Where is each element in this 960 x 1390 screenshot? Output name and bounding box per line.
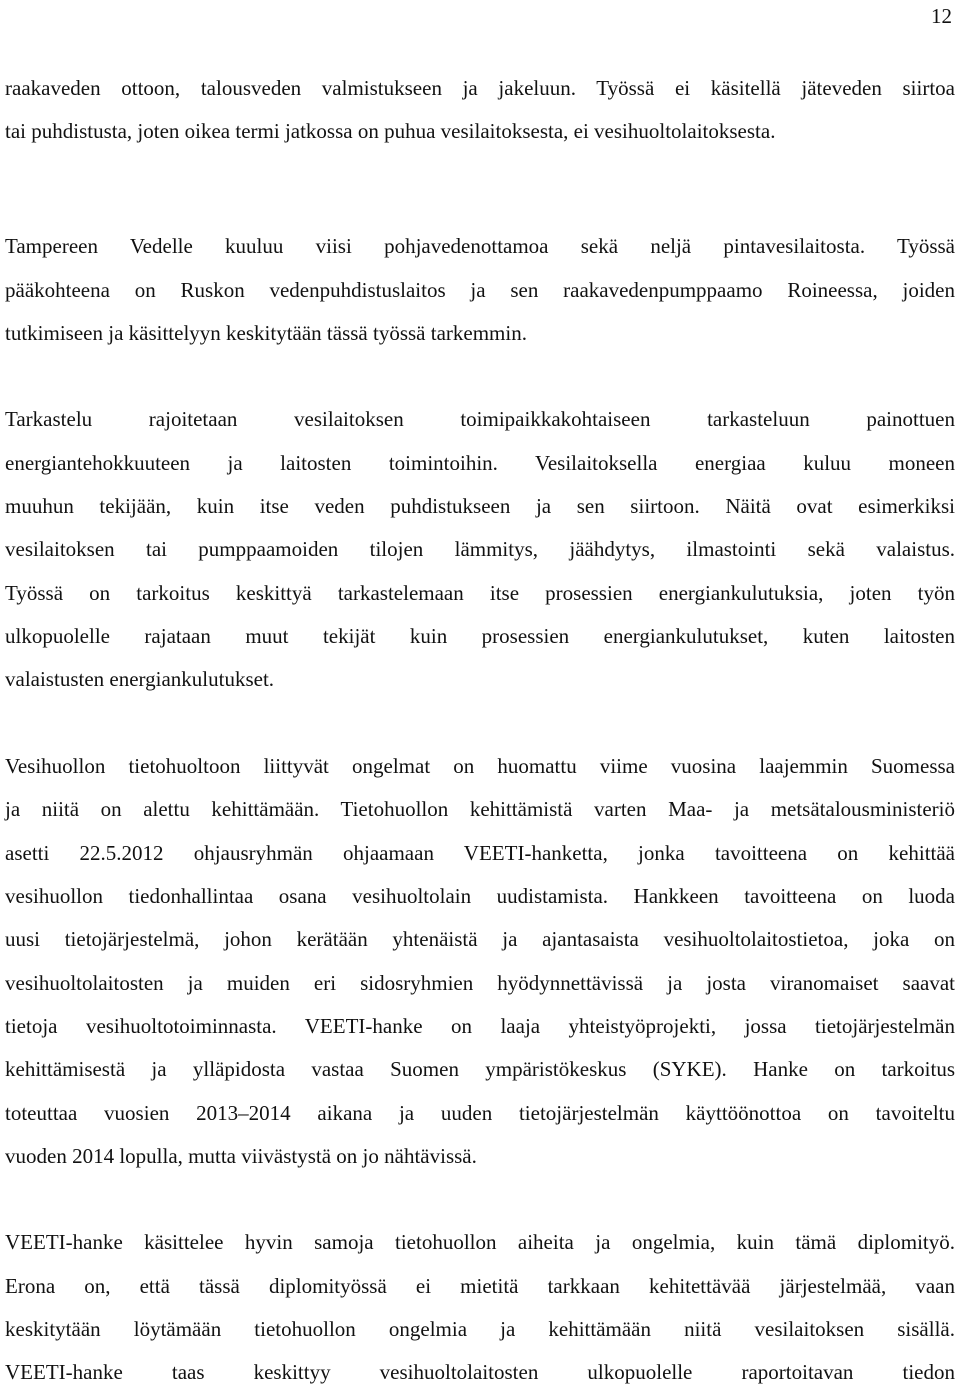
text-line: toteuttaa vuosien 2013–2014 aikana ja uuden tietojärjestelmän käyttöönottoa on tavoiteltu [5,1101,955,1125]
text-line: Erona on, että tässä diplomityössä ei mietitä tarkkaan kehitettävää järjestelmää, vaan [5,1274,955,1298]
text-line: raakaveden ottoon, talousveden valmistukseen ja jakeluun. Työssä ei käsitellä jäteveden siirtoa [5,76,955,100]
text-line: vesihuoltolaitosten ja muiden eri sidosryhmien hyödynnettävissä ja josta viranomaiset saavat [5,971,955,995]
text-line: Työssä on tarkoitus keskittyä tarkastelemaan itse prosessien energiankulutuksia, joten työn [5,581,955,605]
text-line: muuhun tekijään, kuin itse veden puhdistukseen ja sen siirtoon. Näitä ovat esimerkiksi [5,494,955,518]
text-line: VEETI-hanke käsittelee hyvin samoja tietohuollon aiheita ja ongelmia, kuin tämä diplomityö. [5,1230,955,1254]
text-line: energiantehokkuuteen ja laitosten toimintoihin. Vesilaitoksella energiaa kuluu moneen [5,451,955,475]
page-number: 12 [931,4,952,28]
text-line: tutkimiseen ja käsittelyyn keskitytään tässä työssä tarkemmin. [5,321,527,345]
text-line: asetti 22.5.2012 ohjausryhmän ohjaamaan VEETI-hanketta, jonka tavoitteena on kehittää [5,841,955,865]
text-line: vuoden 2014 lopulla, mutta viivästystä on jo nähtävissä. [5,1144,477,1168]
text-line: keskitytään löytämään tietohuollon ongelmia ja kehittämään niitä vesilaitoksen sisällä. [5,1317,955,1341]
text-line: tai puhdistusta, joten oikea termi jatkossa on puhua vesilaitoksesta, ei vesihuoltolaitoksesta. [5,119,776,143]
text-line: vesihuollon tiedonhallintaa osana vesihuoltolain uudistamista. Hankkeen tavoitteena on luoda [5,884,955,908]
text-line: Tampereen Vedelle kuuluu viisi pohjavedenottamoa sekä neljä pintavesilaitosta. Työssä [5,234,955,258]
text-line: Vesihuollon tietohuoltoon liittyvät ongelmat on huomattu viime vuosina laajemmin Suomessa [5,754,955,778]
text-line: Tarkastelu rajoitetaan vesilaitoksen toimipaikkakohtaiseen tarkasteluun painottuen [5,407,955,431]
text-line: pääkohteena on Ruskon vedenpuhdistuslaitos ja sen raakavedenpumppaamo Roineessa, joiden [5,278,955,302]
text-line: VEETI-hanke taas keskittyy vesihuoltolaitosten ulkopuolelle raportoitavan tiedon [5,1360,955,1384]
text-line: vesilaitoksen tai pumppaamoiden tilojen lämmitys, jäähdytys, ilmastointi sekä valaistus. [5,537,955,561]
text-line: tietoja vesihuoltotoiminnasta. VEETI-hanke on laaja yhteistyöprojekti, jossa tietojärjestelmän [5,1014,955,1038]
text-line: ulkopuolelle rajataan muut tekijät kuin prosessien energiankulutukset, kuten laitosten [5,624,955,648]
text-line: kehittämisestä ja ylläpidosta vastaa Suomen ympäristökeskus (SYKE). Hanke on tarkoitus [5,1057,955,1081]
text-line: ja niitä on alettu kehittämään. Tietohuollon kehittämistä varten Maa- ja metsätalousministeriö [5,797,955,821]
text-line: valaistusten energiankulutukset. [5,667,275,691]
text-line: uusi tietojärjestelmä, johon kerätään yhtenäistä ja ajantasaista vesihuoltolaitostietoa, joka on [5,927,955,951]
